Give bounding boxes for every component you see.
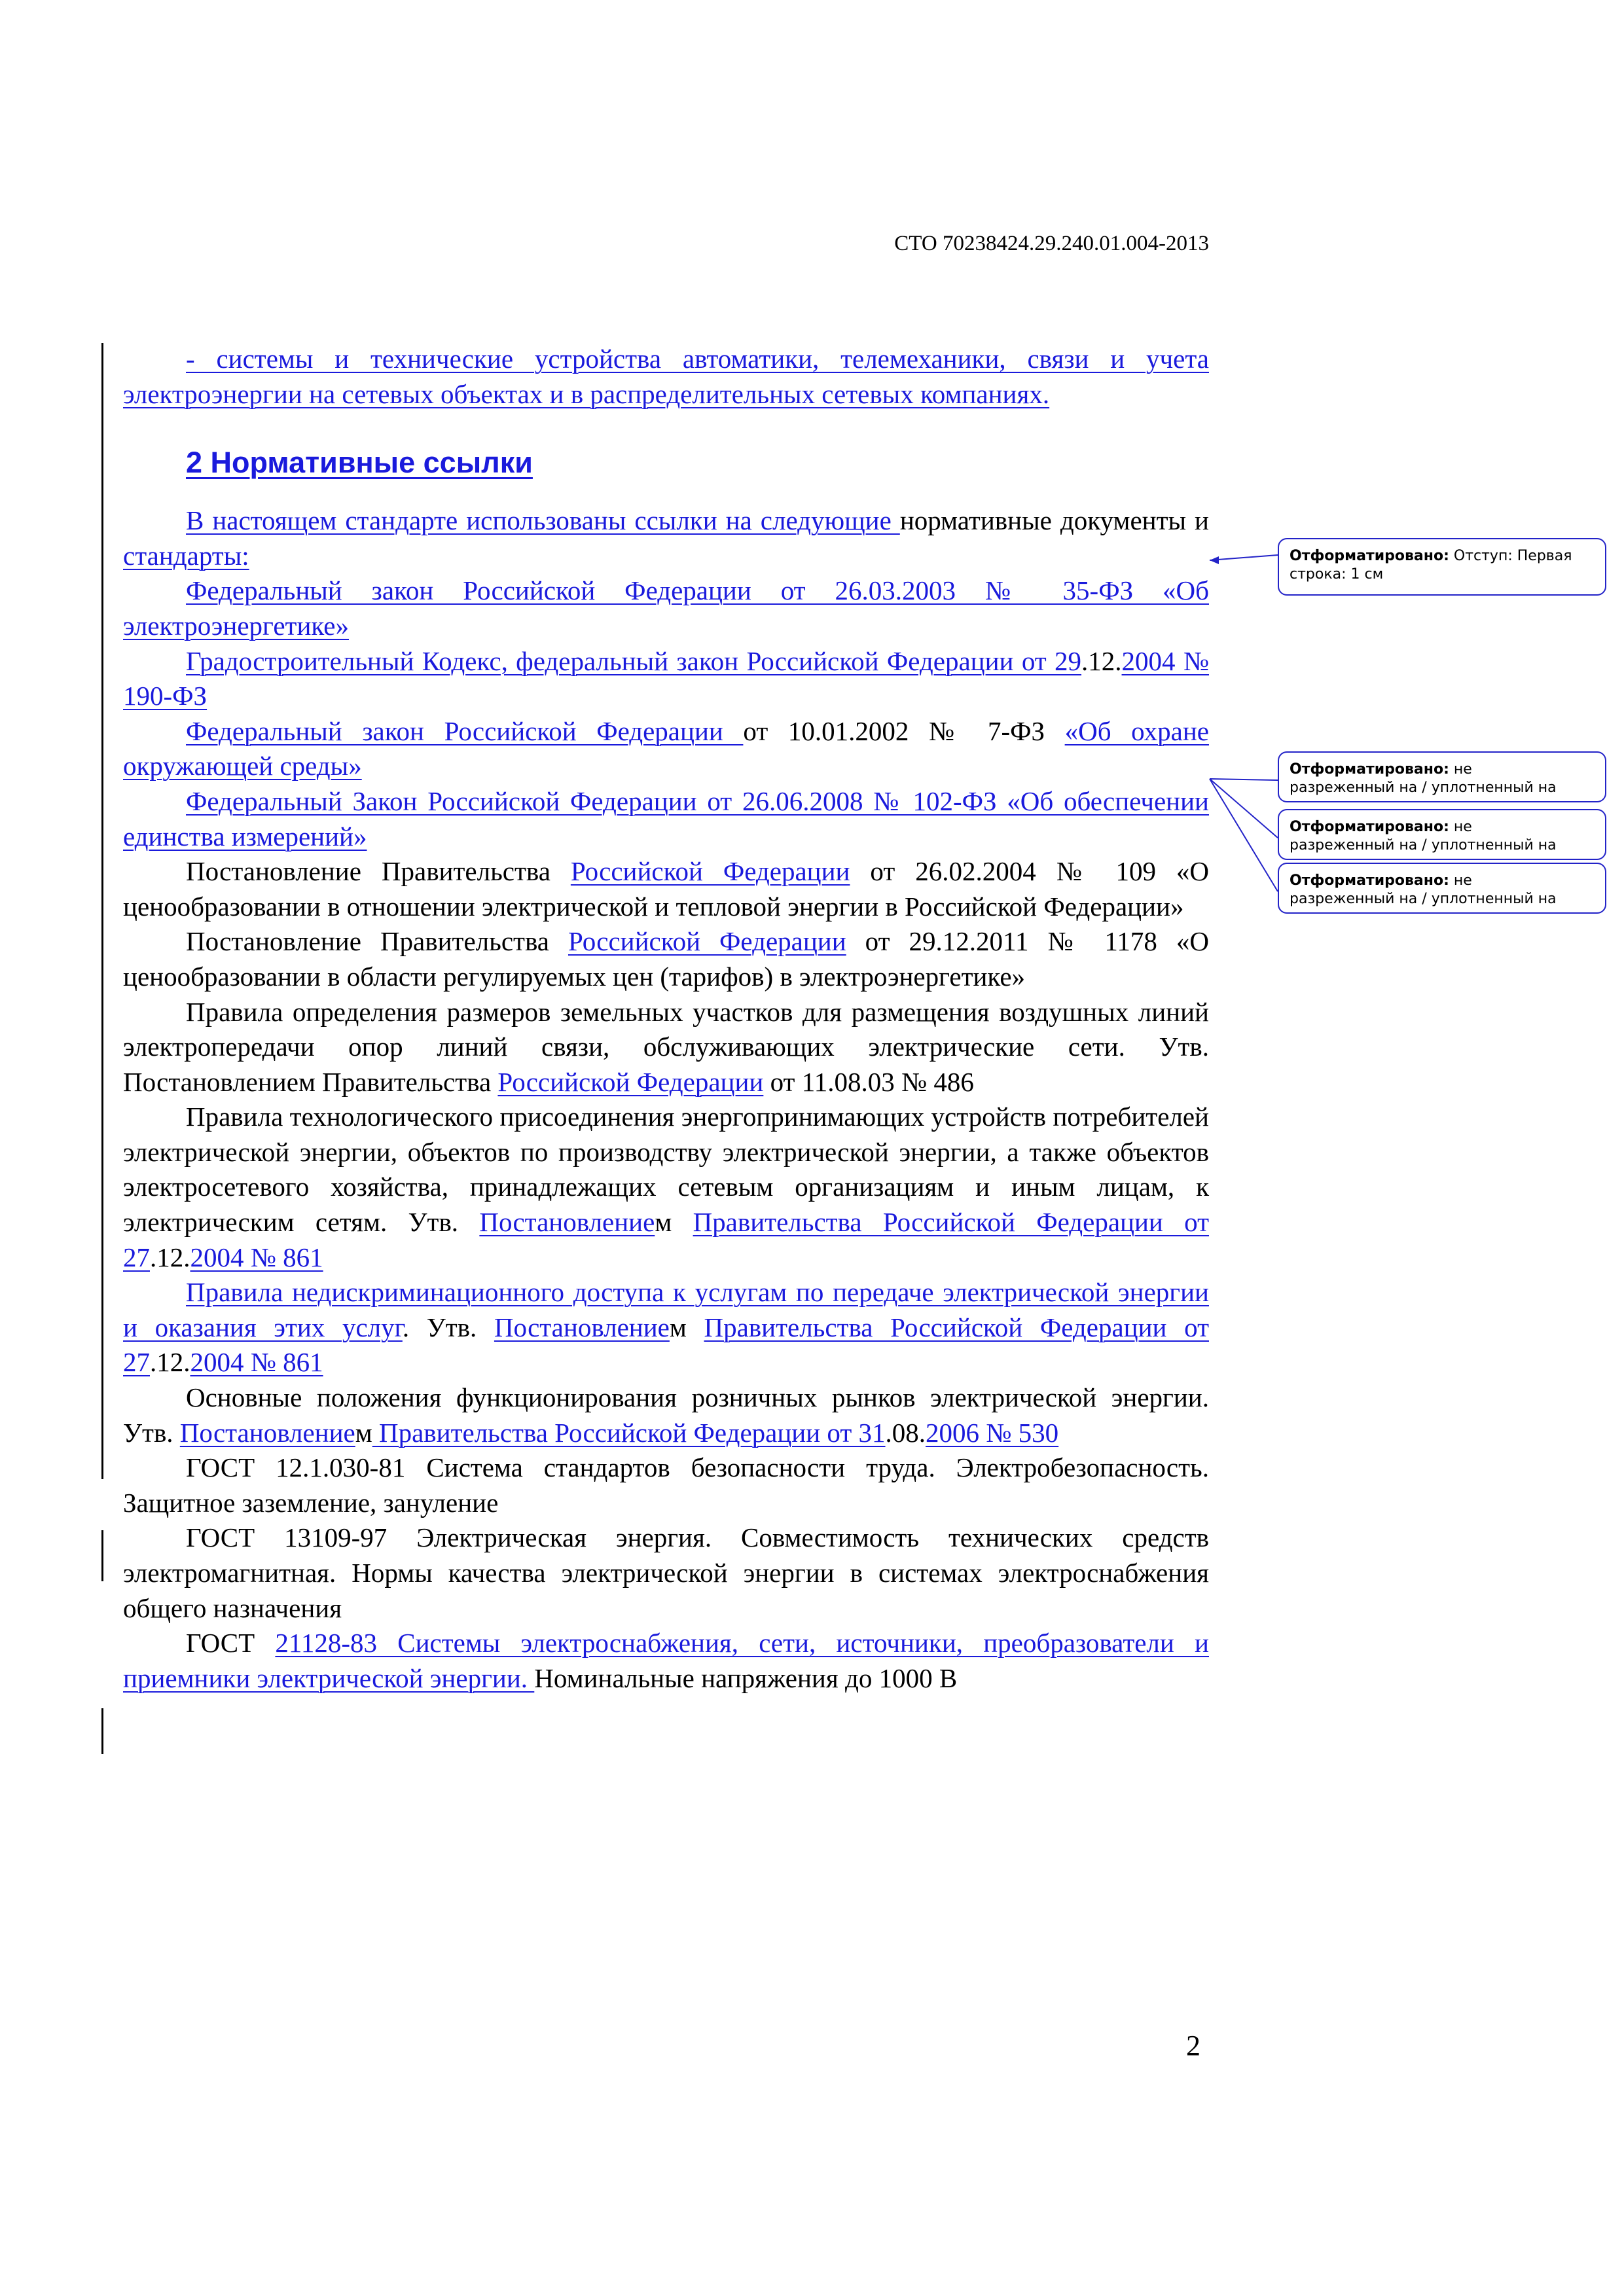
format-comment-balloon[interactable]: Отформатировано: не разреженный на / уплотненный на (1278, 863, 1606, 914)
intro-list-item: - системы и технические устройства автоматики, телемеханики, связи и учета электроэнергии на сетевых объектах и в распределительных сетевых компаниях. (123, 344, 1209, 409)
format-comment-balloon[interactable]: Отформатировано: не разреженный на / уплотненный на (1278, 751, 1606, 802)
page-header-code: СТО 70238424.29.240.01.004-2013 (894, 232, 1209, 255)
format-comment-balloon[interactable]: Отформатировано: Отступ: Первая строка: 1 см (1278, 538, 1606, 596)
ref-item: Правила технологического присоединения энергопринимающих устройств потребителей электрической энергии, объектов по производству электрической энергии, а также объектов электросетевого хозяйства, принадлежащих сетевым организациям и иным лицам, к электрическим сетям. Утв. Постановлением Правительства Российской Федерации от 27.12.2004 № 861 (123, 1102, 1210, 1272)
ref-item: Основные положения функционирования розничных рынков электрической энергии. Утв. Постановлением Правительства Российской Федерации от 31.08.2006 № 530 (123, 1382, 1209, 1448)
ref-item: Федеральный закон Российской Федерации от 10.01.2002 № 7-ФЗ «Об охране окружающей среды» (123, 715, 1209, 781)
ref-item: Федеральный Закон Российской Федерации от 26.06.2008 № 102-ФЗ «Об обеспечении единства измерений» (123, 785, 1209, 852)
ref-item: Постановление Правительства Российской Федерации от 29.12.2011 № 1178 «О ценообразовании в области регулируемых цен (тарифов) в электроэнергетике» (123, 926, 1210, 992)
ref-item: ГОСТ 13109-97 Электрическая энергия. Совместимость технических средств электромагнитная. Нормы качества электрической энергии в системах электроснабжения общего назначения (123, 1522, 1209, 1623)
ref-item: Правила недискриминационного доступа к услугам по передаче электрической энергии и оказания этих услуг. Утв. Постановлением Правительства Российской Федерации от 27.12.2004 № 861 (123, 1277, 1209, 1378)
ref-item: Федеральный закон Российской Федерации от 26.03.2003 № 35-ФЗ «Об электроэнергетике» (123, 575, 1209, 641)
section-title: 2 Нормативные ссылки (186, 446, 533, 480)
format-comment-balloon[interactable]: Отформатировано: не разреженный на / уплотненный на (1278, 809, 1606, 860)
ref-item: Постановление Правительства Российской Федерации от 26.02.2004 № 109 «О ценообразовании в отношении электрической и тепловой энергии в Российской Федерации» (123, 856, 1210, 922)
ref-item: ГОСТ 21128-83 Системы электроснабжения, сети, источники, преобразователи и приемники электрической энергии. Номинальные напряжения до 1000 В (123, 1628, 1209, 1693)
page-number: 2 (1186, 2030, 1200, 2062)
ref-item: Градостроительный Кодекс, федеральный закон Российской Федерации от 29.12.2004 № 190-ФЗ (123, 645, 1209, 711)
ref-item: ГОСТ 12.1.030-81 Система стандартов безопасности труда. Электробезопасность. Защитное заземление, зануление (123, 1452, 1209, 1518)
ref-item: Правила определения размеров земельных участков для размещения воздушных линий электропередачи опор линий связи, обслуживающих электрические сети. Утв. Постановлением Правительства Российской Федерации от 11.08.03 № 486 (123, 996, 1209, 1097)
ref-intro: В настоящем стандарте использованы ссылки на следующие нормативные документы и стандарты: (123, 505, 1209, 571)
